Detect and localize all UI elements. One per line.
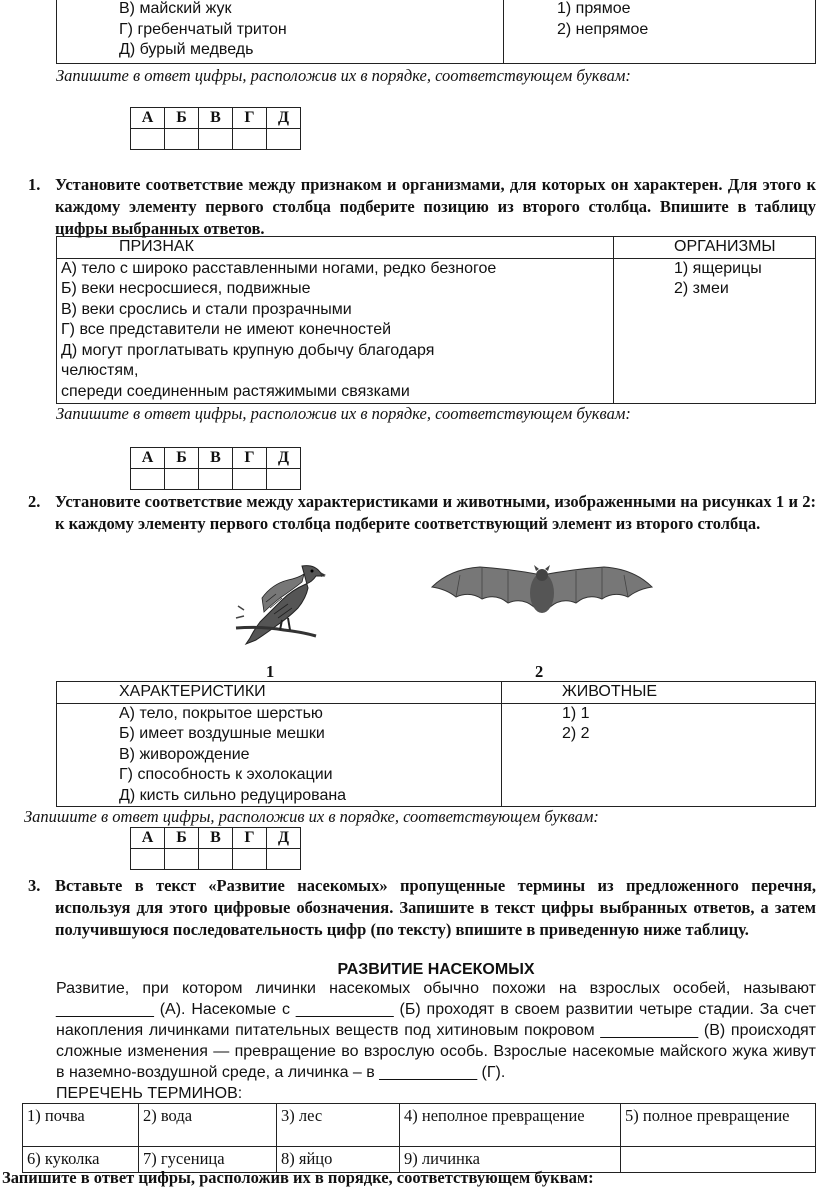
list-item: В) майский жук — [119, 0, 232, 17]
list-item: 2) непрямое — [557, 20, 649, 38]
list-item: Б) имеет воздушные мешки — [119, 725, 325, 742]
answer-cell[interactable] — [199, 129, 233, 150]
answer-letter: В — [199, 108, 233, 129]
term-cell: 5) полное превращение — [621, 1104, 816, 1147]
list-item: 2) 2 — [562, 725, 590, 742]
instruction-text: Запишите в ответ цифры, расположив их в порядке, соответствующем буквам: — [24, 807, 599, 826]
question-1 — [28, 174, 816, 240]
column-header: ОРГАНИЗМЫ — [614, 237, 816, 259]
answer-cell[interactable] — [165, 129, 199, 150]
list-item: челюстям, — [61, 362, 139, 379]
term-cell: 6) куколка — [23, 1147, 139, 1173]
list-item: А) тело, покрытое шерстью — [119, 704, 323, 722]
list-item: Д) кисть сильно редуцирована — [119, 786, 347, 804]
answer-letter: Д — [267, 108, 301, 129]
answer-letter: А — [131, 448, 165, 469]
eagle-image — [232, 560, 332, 650]
list-item: Г) все представители не имеют конечностей — [61, 321, 392, 338]
answer-letter: Б — [165, 108, 199, 129]
term-cell: 2) вода — [139, 1104, 277, 1147]
answer-letter: Г — [233, 448, 267, 469]
list-item: 1) ящерицы — [674, 259, 762, 277]
top-match-table — [56, 0, 816, 64]
instruction-text: Запишите в ответ цифры, расположив их в порядке, соответствующем буквам: — [56, 404, 631, 423]
column-header: ПРИЗНАК — [57, 237, 614, 259]
figure-1-label: 1 — [266, 662, 275, 681]
list-item: спереди соединенным растяжимыми связками — [61, 382, 410, 400]
list-item: В) веки срослись и стали прозрачными — [61, 300, 352, 318]
term-cell: 9) личинка — [400, 1147, 621, 1173]
answer-letter: А — [131, 828, 165, 849]
answer-cell[interactable] — [267, 469, 301, 490]
q2-match-table — [56, 681, 816, 807]
q1-traits-cell — [57, 258, 614, 403]
list-item: Г) гребенчатый тритон — [119, 20, 287, 38]
answer-letter: Б — [165, 448, 199, 469]
terms-table — [22, 1103, 816, 1173]
q1-organisms-cell — [614, 258, 816, 403]
question-number: 1. — [28, 175, 41, 194]
answer-grid[interactable] — [130, 447, 301, 490]
question-2 — [28, 491, 816, 535]
answer-cell[interactable] — [233, 849, 267, 870]
answer-letter: В — [199, 828, 233, 849]
text-title: РАЗВИТИЕ НАСЕКОМЫХ — [337, 961, 535, 978]
answer-cell[interactable] — [131, 469, 165, 490]
question-text: Установите соответствие между характеристиками и животными, изображенными на рисунках 1 и 2: к каждому элементу первого столбца подберите соответствующий элемент из второго столбца. — [55, 492, 816, 533]
answer-cell[interactable] — [267, 849, 301, 870]
list-item: Д) бурый медведь — [119, 41, 254, 58]
insect-paragraph: Развитие, при котором личинки насекомых обычно похожи на взрослых особей, называют ___________ (А). Насекомые с ___________ (Б) проходят в своем развитии четыре стадии. За счет накопления личинками питательных веществ под хитиновым покровом ___________ (В) происходят сложные изменения — превращение во взрослую особь. Взрослые насекомые майского жука живут в наземно-воздушной среде, а личинка – в ___________ (Г). — [56, 980, 816, 1081]
answer-letter: Г — [233, 108, 267, 129]
term-cell — [621, 1147, 816, 1173]
answer-cell[interactable] — [131, 849, 165, 870]
list-item: 1) 1 — [562, 704, 590, 722]
list-item: А) тело с широко расставленными ногами, редко безногое — [61, 259, 497, 277]
answer-cell[interactable] — [165, 469, 199, 490]
top-left-cell — [57, 0, 504, 64]
answer-cell[interactable] — [199, 849, 233, 870]
list-item: 1) прямое — [557, 0, 631, 17]
column-header: ХАРАКТЕРИСТИКИ — [57, 682, 502, 704]
answer-grid[interactable] — [130, 107, 301, 150]
answer-cell[interactable] — [131, 129, 165, 150]
question-number: 2. — [28, 492, 41, 511]
list-item: Д) могут проглатывать крупную добычу благодаря — [61, 341, 435, 359]
q1-match-table — [56, 236, 816, 404]
answer-cell[interactable] — [233, 129, 267, 150]
answer-cell[interactable] — [267, 129, 301, 150]
instruction-text: Запишите в ответ цифры, расположив их в порядке, соответствующем буквам: — [56, 66, 631, 85]
q2-animals-cell — [502, 703, 816, 807]
figure-2-label: 2 — [535, 662, 544, 681]
answer-letter: В — [199, 448, 233, 469]
answer-cell[interactable] — [233, 469, 267, 490]
answer-cell[interactable] — [165, 849, 199, 870]
answer-cell[interactable] — [199, 469, 233, 490]
question-text: Вставьте в текст «Развитие насекомых» пропущенные термины из предложенного перечня, используя для этого цифровые обозначения. Запишите в текст цифры выбранных ответов, а затем получившуюся последовательность цифр (по тексту) впишите в приведенную ниже таблицу. — [55, 876, 816, 939]
term-cell: 8) яйцо — [277, 1147, 400, 1173]
answer-grid[interactable] — [130, 827, 301, 870]
question-number: 3. — [28, 876, 41, 895]
q2-traits-cell — [57, 703, 502, 807]
top-right-cell — [504, 0, 816, 64]
answer-letter: Д — [267, 448, 301, 469]
column-header: ЖИВОТНЫЕ — [502, 682, 816, 704]
term-cell: 1) почва — [23, 1104, 139, 1147]
final-instruction: Запишите в ответ цифры, расположив их в порядке, соответствующем буквам: — [2, 1168, 594, 1187]
answer-letter: Д — [267, 828, 301, 849]
list-item: В) живорождение — [119, 745, 250, 763]
bat-image — [430, 565, 655, 625]
question-text: Установите соответствие между признаком и организмами, для которых он характерен. Для этого к каждому элементу первого столбца подберите позицию из второго столбца. Впишите в таблицу цифры выбранных ответов. — [55, 175, 816, 238]
answer-letter: Г — [233, 828, 267, 849]
list-item: Г) способность к эхолокации — [119, 766, 333, 783]
terms-title: ПЕРЕЧЕНЬ ТЕРМИНОВ: — [56, 1085, 243, 1102]
term-cell: 7) гусеница — [139, 1147, 277, 1173]
list-item: 2) змеи — [674, 280, 729, 297]
answer-letter: А — [131, 108, 165, 129]
list-item: Б) веки несросшиеся, подвижные — [61, 280, 311, 297]
answer-letter: Б — [165, 828, 199, 849]
term-cell: 4) неполное превращение — [400, 1104, 621, 1147]
question-3 — [28, 875, 816, 941]
term-cell: 3) лес — [277, 1104, 400, 1147]
